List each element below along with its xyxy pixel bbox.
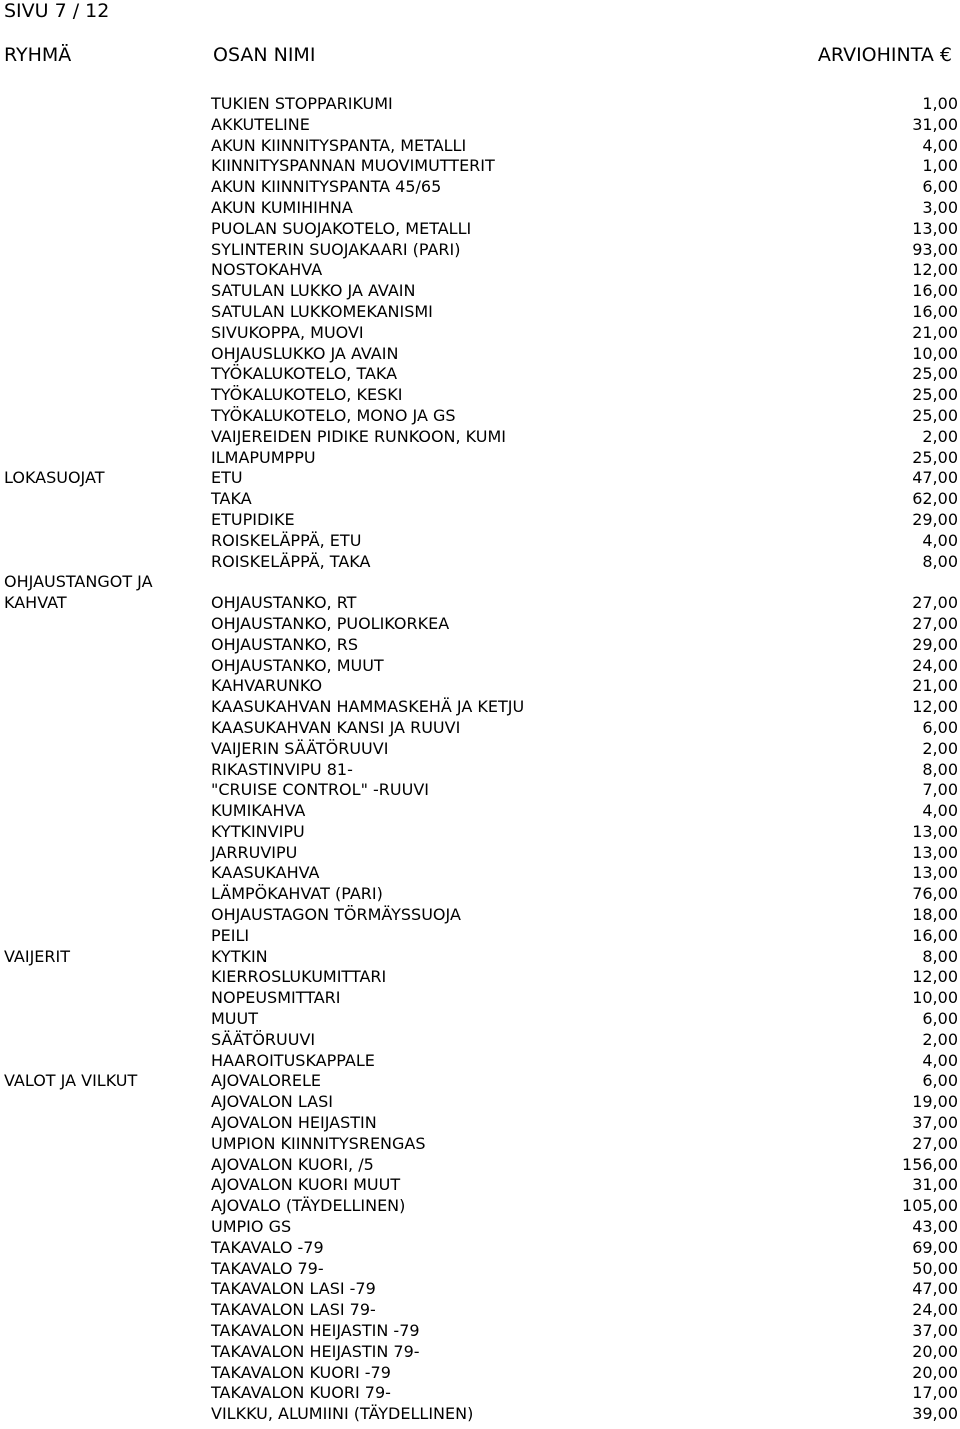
column-header-group: RYHMÄ [4, 44, 72, 66]
part-price: 4,00 [922, 1050, 958, 1070]
part-name: OHJAUSTANKO, RS [211, 634, 358, 654]
part-name: MUUT [211, 1009, 258, 1029]
part-price: 6,00 [922, 717, 958, 737]
part-price: 24,00 [912, 655, 958, 675]
part-price: 24,00 [912, 1300, 958, 1320]
part-name: KUMIKAHVA [211, 801, 306, 821]
part-price: 16,00 [912, 281, 958, 301]
part-name: PEILI [211, 925, 250, 945]
table-row [0, 302, 960, 323]
table-row [0, 156, 960, 177]
part-name: AJOVALO (TÄYDELLINEN) [211, 1196, 406, 1216]
part-price: 76,00 [912, 884, 958, 904]
part-name: AJOVALORELE [211, 1071, 322, 1091]
table-row [0, 822, 960, 843]
part-price: 27,00 [912, 593, 958, 613]
part-name: NOPEUSMITTARI [211, 988, 341, 1008]
page-number: SIVU 7 / 12 [4, 0, 110, 22]
table-row [0, 489, 960, 510]
part-name: AJOVALON KUORI, /5 [211, 1154, 374, 1174]
part-name: TAKAVALON LASI 79- [211, 1300, 376, 1320]
part-price: 69,00 [912, 1237, 958, 1257]
part-price: 13,00 [912, 842, 958, 862]
table-row [0, 843, 960, 864]
part-price: 6,00 [922, 1071, 958, 1091]
table-row [0, 863, 960, 884]
part-price: 6,00 [922, 1009, 958, 1029]
part-price: 21,00 [912, 322, 958, 342]
part-price: 12,00 [912, 260, 958, 280]
part-price: 4,00 [922, 801, 958, 821]
table-row [0, 136, 960, 157]
part-price: 2,00 [922, 738, 958, 758]
table-row [0, 697, 960, 718]
table-row [0, 1092, 960, 1113]
part-price: 50,00 [912, 1258, 958, 1278]
part-name: TAKAVALON HEIJASTIN -79 [211, 1321, 420, 1341]
table-row [0, 198, 960, 219]
part-price: 47,00 [912, 1279, 958, 1299]
part-name: KAHVARUNKO [211, 676, 323, 696]
part-price: 13,00 [912, 863, 958, 883]
part-name: TAKAVALON KUORI 79- [211, 1383, 391, 1403]
part-name: LÄMPÖKAHVAT (PARI) [211, 884, 383, 904]
group-label-line: KAHVAT [4, 593, 67, 613]
part-price: 31,00 [912, 114, 958, 134]
part-name: TAKA [211, 489, 252, 509]
part-name: ILMAPUMPPU [211, 447, 316, 467]
part-price: 37,00 [912, 1321, 958, 1341]
part-price: 12,00 [912, 967, 958, 987]
table-row [0, 94, 960, 115]
part-name: ETUPIDIKE [211, 509, 295, 529]
group-label-line: LOKASUOJAT [4, 468, 105, 488]
table-row [0, 468, 960, 489]
table-row [0, 967, 960, 988]
table-row [0, 427, 960, 448]
part-name: SÄÄTÖRUUVI [211, 1029, 316, 1049]
part-price: 1,00 [922, 156, 958, 176]
group-label [4, 1071, 137, 1092]
table-row [0, 614, 960, 635]
table-row [0, 1279, 960, 1300]
part-name: AJOVALON KUORI MUUT [211, 1175, 401, 1195]
part-price: 16,00 [912, 925, 958, 945]
column-header-row [0, 42, 960, 68]
part-name: KAASUKAHVAN HAMMASKEHÄ JA KETJU [211, 697, 525, 717]
part-name: AKUN KIINNITYSPANTA 45/65 [211, 177, 442, 197]
part-price: 18,00 [912, 905, 958, 925]
table-row [0, 947, 960, 968]
table-row [0, 1134, 960, 1155]
table-row [0, 177, 960, 198]
part-name: AKUN KUMIHIHNA [211, 197, 353, 217]
part-name: "CRUISE CONTROL" -RUUVI [211, 780, 429, 800]
table-row [0, 635, 960, 656]
part-price: 20,00 [912, 1341, 958, 1361]
part-name: NOSTOKAHVA [211, 260, 323, 280]
part-price: 8,00 [922, 551, 958, 571]
table-row [0, 1342, 960, 1363]
table-row [0, 219, 960, 240]
column-header-estimated-price: ARVIOHINTA € [817, 44, 952, 66]
part-name: TAKAVALON HEIJASTIN 79- [211, 1341, 420, 1361]
table-row [0, 1071, 960, 1092]
part-name: PUOLAN SUOJAKOTELO, METALLI [211, 218, 472, 238]
table-row [0, 1217, 960, 1238]
part-name: TAKAVALO -79 [211, 1237, 324, 1257]
table-row [0, 739, 960, 760]
part-name: TAKAVALO 79- [211, 1258, 324, 1278]
part-price: 47,00 [912, 468, 958, 488]
part-price: 3,00 [922, 197, 958, 217]
parts-price-list [0, 94, 960, 1425]
part-price: 4,00 [922, 135, 958, 155]
part-price: 2,00 [922, 426, 958, 446]
part-name: TAKAVALON LASI -79 [211, 1279, 376, 1299]
table-row [0, 406, 960, 427]
part-price: 25,00 [912, 447, 958, 467]
part-price: 25,00 [912, 385, 958, 405]
part-name: UMPIO GS [211, 1217, 292, 1237]
table-row [0, 385, 960, 406]
column-header-part-name: OSAN NIMI [213, 44, 316, 66]
part-price: 19,00 [912, 1092, 958, 1112]
part-price: 2,00 [922, 1029, 958, 1049]
table-row [0, 1383, 960, 1404]
part-price: 27,00 [912, 613, 958, 633]
part-price: 43,00 [912, 1217, 958, 1237]
part-name: TAKAVALON KUORI -79 [211, 1362, 391, 1382]
table-row [0, 1030, 960, 1051]
part-name: KIERROSLUKUMITTARI [211, 967, 387, 987]
part-price: 31,00 [912, 1175, 958, 1195]
part-name: SATULAN LUKKOMEKANISMI [211, 301, 433, 321]
group-label [4, 468, 104, 489]
part-price: 25,00 [912, 364, 958, 384]
part-price: 4,00 [922, 530, 958, 550]
part-name: OHJAUSTAGON TÖRMÄYSSUOJA [211, 905, 461, 925]
part-price: 37,00 [912, 1113, 958, 1133]
part-name: TYÖKALUKOTELO, TAKA [211, 364, 398, 384]
table-row [0, 323, 960, 344]
part-price: 21,00 [912, 676, 958, 696]
part-name: RIKASTINVIPU 81- [211, 759, 353, 779]
group-label-line: VAIJERIT [4, 946, 71, 966]
table-row [0, 905, 960, 926]
part-name: VAIJERIN SÄÄTÖRUUVI [211, 738, 389, 758]
part-name: OHJAUSTANKO, PUOLIKORKEA [211, 613, 450, 633]
part-name: SIVUKOPPA, MUOVI [211, 322, 364, 342]
table-row [0, 364, 960, 385]
table-row [0, 1238, 960, 1259]
part-name: VAIJEREIDEN PIDIKE RUNKOON, KUMI [211, 426, 506, 446]
part-price: 8,00 [922, 759, 958, 779]
part-price: 62,00 [912, 489, 958, 509]
part-name: UMPION KIINNITYSRENGAS [211, 1133, 426, 1153]
table-row [0, 1051, 960, 1072]
part-price: 8,00 [922, 946, 958, 966]
part-name: ROISKELÄPPÄ, ETU [211, 530, 362, 550]
part-price: 25,00 [912, 405, 958, 425]
table-row [0, 510, 960, 531]
group-label [4, 572, 153, 614]
part-name: OHJAUSTANKO, RT [211, 593, 357, 613]
table-row [0, 988, 960, 1009]
part-name: TYÖKALUKOTELO, KESKI [211, 385, 403, 405]
table-row [0, 281, 960, 302]
table-row [0, 884, 960, 905]
group-label-line: VALOT JA VILKUT [4, 1071, 138, 1091]
table-row [0, 1175, 960, 1196]
table-row [0, 552, 960, 573]
table-row [0, 572, 960, 614]
table-row [0, 1363, 960, 1384]
part-name: HAAROITUSKAPPALE [211, 1050, 375, 1070]
part-price: 93,00 [912, 239, 958, 259]
part-price: 1,00 [922, 94, 958, 113]
table-row [0, 801, 960, 822]
table-row [0, 448, 960, 469]
part-name: TUKIEN STOPPARIKUMI [211, 94, 393, 113]
part-price: 16,00 [912, 301, 958, 321]
part-price: 27,00 [912, 1133, 958, 1153]
part-name: VILKKU, ALUMIINI (TÄYDELLINEN) [211, 1404, 474, 1424]
part-price: 6,00 [922, 177, 958, 197]
part-name: OHJAUSLUKKO JA AVAIN [211, 343, 399, 363]
group-label [4, 947, 70, 968]
part-name: KAASUKAHVA [211, 863, 320, 883]
part-name: JARRUVIPU [211, 842, 298, 862]
part-price: 17,00 [912, 1383, 958, 1403]
part-name: AKKUTELINE [211, 114, 310, 134]
table-row [0, 240, 960, 261]
part-price: 13,00 [912, 218, 958, 238]
table-row [0, 1404, 960, 1425]
table-row [0, 1300, 960, 1321]
part-name: ROISKELÄPPÄ, TAKA [211, 551, 371, 571]
table-row [0, 344, 960, 365]
part-name: AJOVALON LASI [211, 1092, 333, 1112]
table-row [0, 926, 960, 947]
part-name: KAASUKAHVAN KANSI JA RUUVI [211, 717, 461, 737]
part-price: 29,00 [912, 509, 958, 529]
part-name: SYLINTERIN SUOJAKAARI (PARI) [211, 239, 461, 259]
table-row [0, 1009, 960, 1030]
part-name: OHJAUSTANKO, MUUT [211, 655, 384, 675]
part-price: 29,00 [912, 634, 958, 654]
table-row [0, 1321, 960, 1342]
part-name: ETU [211, 468, 243, 488]
table-row [0, 531, 960, 552]
part-name: SATULAN LUKKO JA AVAIN [211, 281, 416, 301]
part-price: 7,00 [922, 780, 958, 800]
group-label-line: OHJAUSTANGOT JA [4, 572, 153, 592]
part-price: 10,00 [912, 343, 958, 363]
part-name: AJOVALON HEIJASTIN [211, 1113, 377, 1133]
table-row [0, 115, 960, 136]
part-name: AKUN KIINNITYSPANTA, METALLI [211, 135, 467, 155]
table-row [0, 656, 960, 677]
table-row [0, 1259, 960, 1280]
table-row [0, 1196, 960, 1217]
part-name: KYTKIN [211, 946, 268, 966]
part-price: 105,00 [902, 1196, 958, 1216]
table-row [0, 1113, 960, 1134]
part-price: 10,00 [912, 988, 958, 1008]
table-row [0, 260, 960, 281]
part-name: TYÖKALUKOTELO, MONO JA GS [211, 405, 456, 425]
part-price: 39,00 [912, 1404, 958, 1424]
part-name: KIINNITYSPANNAN MUOVIMUTTERIT [211, 156, 495, 176]
table-row [0, 760, 960, 781]
part-price: 20,00 [912, 1362, 958, 1382]
part-price: 12,00 [912, 697, 958, 717]
part-price: 13,00 [912, 821, 958, 841]
part-price: 156,00 [902, 1154, 958, 1174]
table-row [0, 780, 960, 801]
part-name: KYTKINVIPU [211, 821, 305, 841]
table-row [0, 676, 960, 697]
table-row [0, 718, 960, 739]
table-row [0, 1155, 960, 1176]
